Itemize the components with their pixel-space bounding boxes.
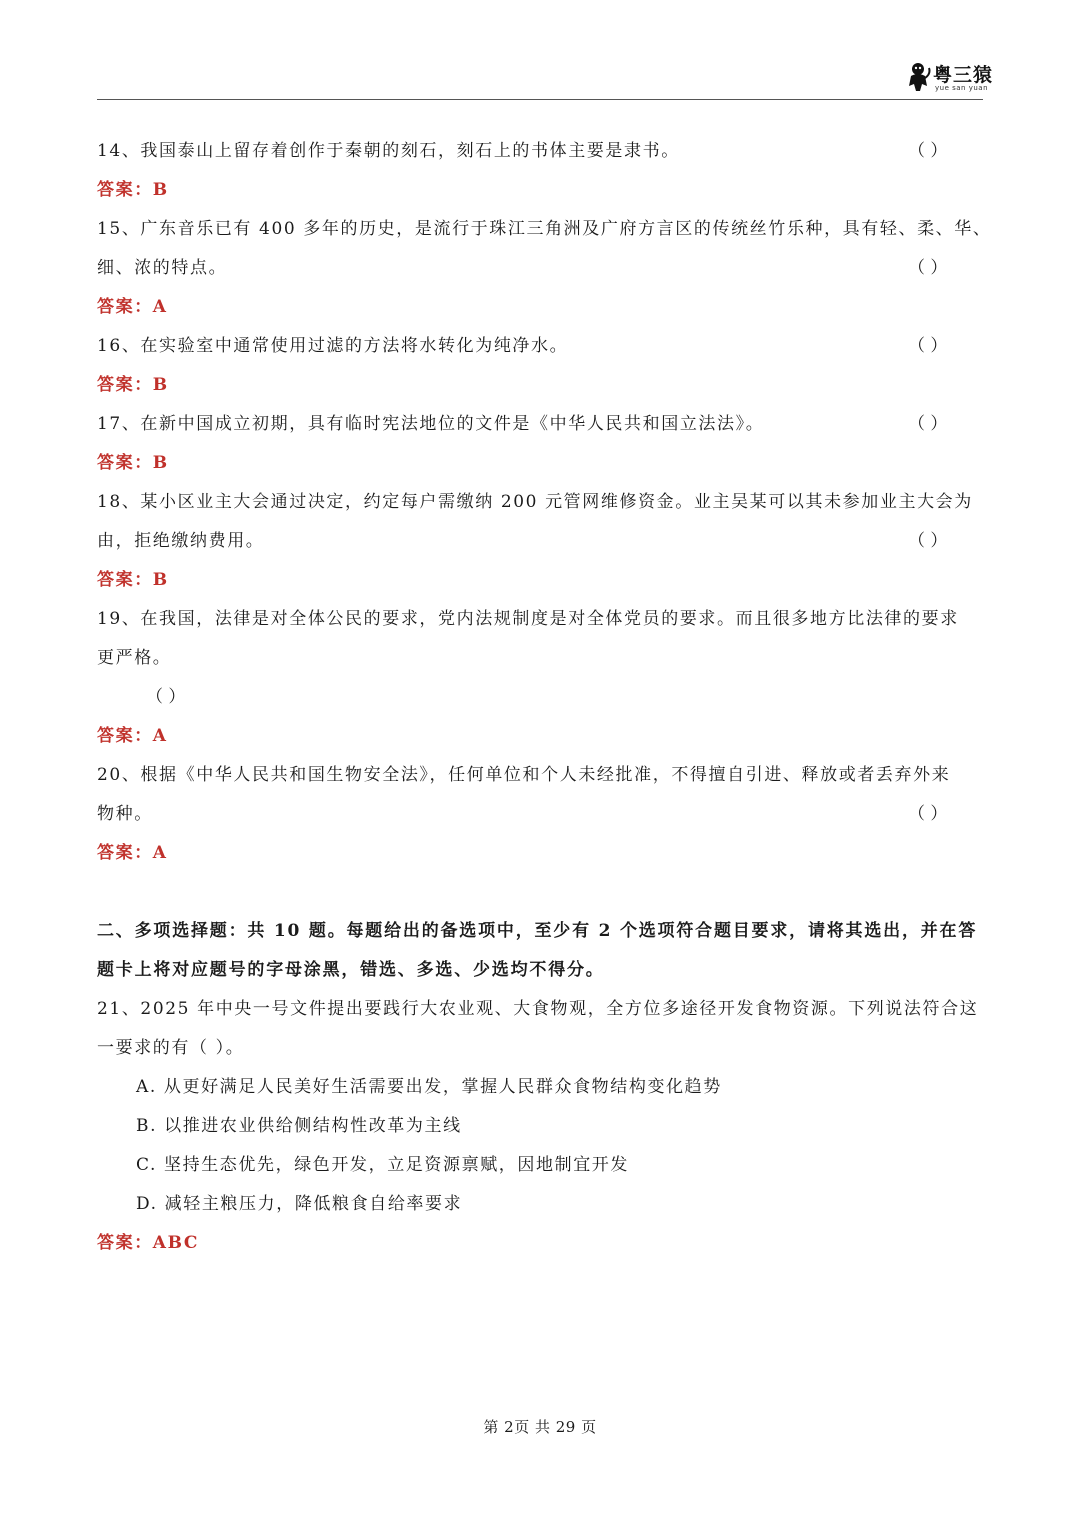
question-14-text: 14、我国泰山上留存着创作于秦朝的刻石，刻石上的书体主要是隶书。 <box>97 141 680 161</box>
question-20-answer: 答案：A <box>97 843 168 863</box>
question-16-answer: 答案：B <box>97 375 169 395</box>
section2-heading-line2: 题卡上将对应题号的字母涂黑，错选、多选、少选均不得分。 <box>97 960 605 980</box>
question-20-line2: 物种。 <box>97 804 153 824</box>
question-14-paren: （ ） <box>908 141 948 161</box>
logo-pinyin: yue san yuan <box>935 84 989 92</box>
question-15-answer: 答案：A <box>97 297 168 317</box>
brand-logo <box>905 60 995 94</box>
question-18-line2: 由，拒绝缴纳费用。 <box>97 531 265 551</box>
question-20-line1: 20、根据《中华人民共和国生物安全法》，任何单位和个人未经批准，不得擅自引进、释放或者丢弃外来 <box>97 765 951 785</box>
question-15-line1: 15、广东音乐已有 400 多年的历史，是流行于珠江三角洲及广府方言区的传统丝竹乐种，具有轻、柔、华、 <box>97 219 992 239</box>
question-17-paren: （ ） <box>908 414 948 434</box>
question-20-paren: （ ） <box>908 804 948 824</box>
question-21-option-d: D. 减轻主粮压力，降低粮食自给率要求 <box>136 1194 463 1214</box>
page-number: 第 2页 共 29 页 <box>483 1418 597 1436</box>
question-21-line1: 21、2025 年中央一号文件提出要践行大农业观、大食物观，全方位多途径开发食物资源。下列说法符合这 <box>97 999 979 1019</box>
question-19-line1: 19、在我国，法律是对全体公民的要求，党内法规制度是对全体党员的要求。而且很多地方比法律的要求 <box>97 609 959 629</box>
question-18-answer: 答案：B <box>97 570 169 590</box>
question-21-line2: 一要求的有（ ）。 <box>97 1038 245 1058</box>
header-rule <box>97 99 983 100</box>
question-19-paren: （ ） <box>146 687 186 707</box>
question-21-option-b: B. 以推进农业供给侧结构性改革为主线 <box>136 1116 462 1136</box>
question-17-text: 17、在新中国成立初期，具有临时宪法地位的文件是《中华人民共和国立法法》。 <box>97 414 765 434</box>
question-21-answer: 答案：ABC <box>97 1233 200 1253</box>
question-15-paren: （ ） <box>908 258 948 278</box>
question-18-line1: 18、某小区业主大会通过决定，约定每户需缴纳 200 元管网维修资金。业主吴某可以其未参加业主大会为 <box>97 492 973 512</box>
question-21-option-a: A. 从更好满足人民美好生活需要出发，掌握人民群众食物结构变化趋势 <box>136 1077 722 1097</box>
monkey-logo-icon <box>905 62 931 92</box>
question-18-paren: （ ） <box>908 531 948 551</box>
section2-heading-line1: 二、多项选择题：共 10 题。每题给出的备选项中，至少有 2 个选项符合题目要求，请将其选出，并在答 <box>97 921 978 941</box>
question-14-answer: 答案：B <box>97 180 169 200</box>
question-17-answer: 答案：B <box>97 453 169 473</box>
logo-title: 粤三猿 <box>933 64 994 86</box>
question-19-answer: 答案：A <box>97 726 168 746</box>
question-19-line2: 更严格。 <box>97 648 172 668</box>
question-16-text: 16、在实验室中通常使用过滤的方法将水转化为纯净水。 <box>97 336 569 356</box>
question-15-line2: 细、浓的特点。 <box>97 258 228 278</box>
question-21-option-c: C. 坚持生态优先，绿色开发，立足资源禀赋，因地制宜开发 <box>136 1155 630 1175</box>
question-16-paren: （ ） <box>908 336 948 356</box>
